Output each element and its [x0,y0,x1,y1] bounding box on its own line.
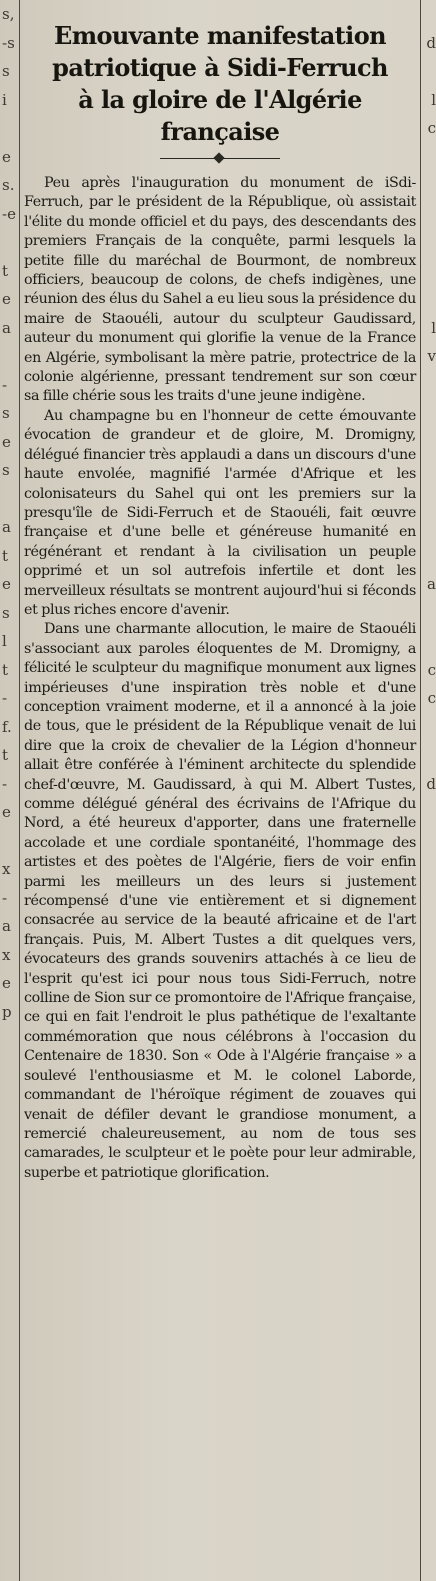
left-column-rule [19,0,20,1581]
headline-line: française [160,117,280,146]
headline-line: patriotique à Sidi-Ferruch [52,53,388,82]
headline-line: Emouvante manifestation [54,21,386,50]
article [24,20,416,1183]
right-column-fragments: d l c l v a c c d [426,33,436,793]
article-headline [24,20,416,148]
headline-separator [160,154,280,164]
article-paragraph: Dans une charmante allocution, le maire de Staouéli s'associant aux paroles éloquentes de M. Dromigny, a félicité le sculpteur du magnifique monument aux lignes impérieuses d'une inspiration très noble et d'une conception vraiment moderne, et il a annoncé à la joie de tous, que le président de la République venait de lui dire que la croix de chevalier de la Légion d'honneur allait être conférée à l'éminent architecte du splendide chef-d'œuvre, M. Gaudissard, à qui M. Albert Tustes, comme délégué général des écrivains de l'Afrique du Nord, a été heureux d'apporter, dans une fraternelle accolade et une cordiale spontanéité, l'hommage des artistes et des poètes de l'Algérie, fiers de voir enfin parmi les meilleurs un des leurs si justement récompensé d'une vie entièrement et si dignement consacrée au service de la beauté africaine et de l'art français. Puis, M. Albert Tustes a dit quelques vers, évocateurs des grands souvenirs attachés à ce lieu de l'esprit qu'est ici pour nous tous Sidi-Ferruch, notre colline de Sion sur ce promontoire de l'Afrique française, ce qui en fait l'endroit le plus pathétique de l'exaltante commémoration que nous célébrons à l'occasion du Centenaire de 1830. Son « Ode à l'Algérie française » a soulevé l'enthousiasme et M. le colonel Laborde, commandant de l'héroïque régiment de zouaves qui venait de défiler devant le grandiose monument, a remercié chaleureusement, au nom de tous ses camarades, le sculpteur et le poète pour leur admirable, superbe et patriotique glorification. [24,621,416,1181]
right-column-rule [420,0,421,1581]
separator-diamond [213,152,224,163]
headline-line: à la gloire de l'Algérie [78,85,362,114]
article-paragraph: Au champagne bu en l'honneur de cette émouvante évocation de grandeur et de gloire, M. Dromigny, délégué financier très applaudi a dans un discours d'une haute envolée, magnifié l'armée d'Afrique et les colonisateurs du Sahel qui ont les premiers sur la presqu'île de Sidi-Ferruch et de Staouéli, fait œuvre française et d'une belle et généreuse humanité en régénérant et rendant à la civilisation un peuple opprimé et un sol autrefois infertile et dont les merveilleux résultats se montrent aujourd'hui si féconds et plus riches encore d'avenir. [24,407,416,618]
article-paragraph: Peu après l'inauguration du monument de iSdi-Ferruch, par le président de la République, où assistait l'élite du monde officiel et du pays, des descendants des premiers Français de la conquête, parmi lesquels la petite fille du maréchal de Bourmont, de nombreux officiers, beaucoup de colons, de chefs indigènes, une réunion des élus du Sahel a eu lieu sous la présidence du maire de Staouéli, autour du sculpteur Gaudissard, auteur du monument qui glorifie la venue de la France en Algérie, symbolisant la mère patrie, protectrice de la colonie algérienne, pressant tendrement sur son cœur sa fille chérie sous les traits d'une jeune indigène. [24,175,416,405]
left-column-fragments: s, -s s i e s. -e t e a - s e s a t e s l t - f. t - e x - a x e p [2,5,16,1021]
